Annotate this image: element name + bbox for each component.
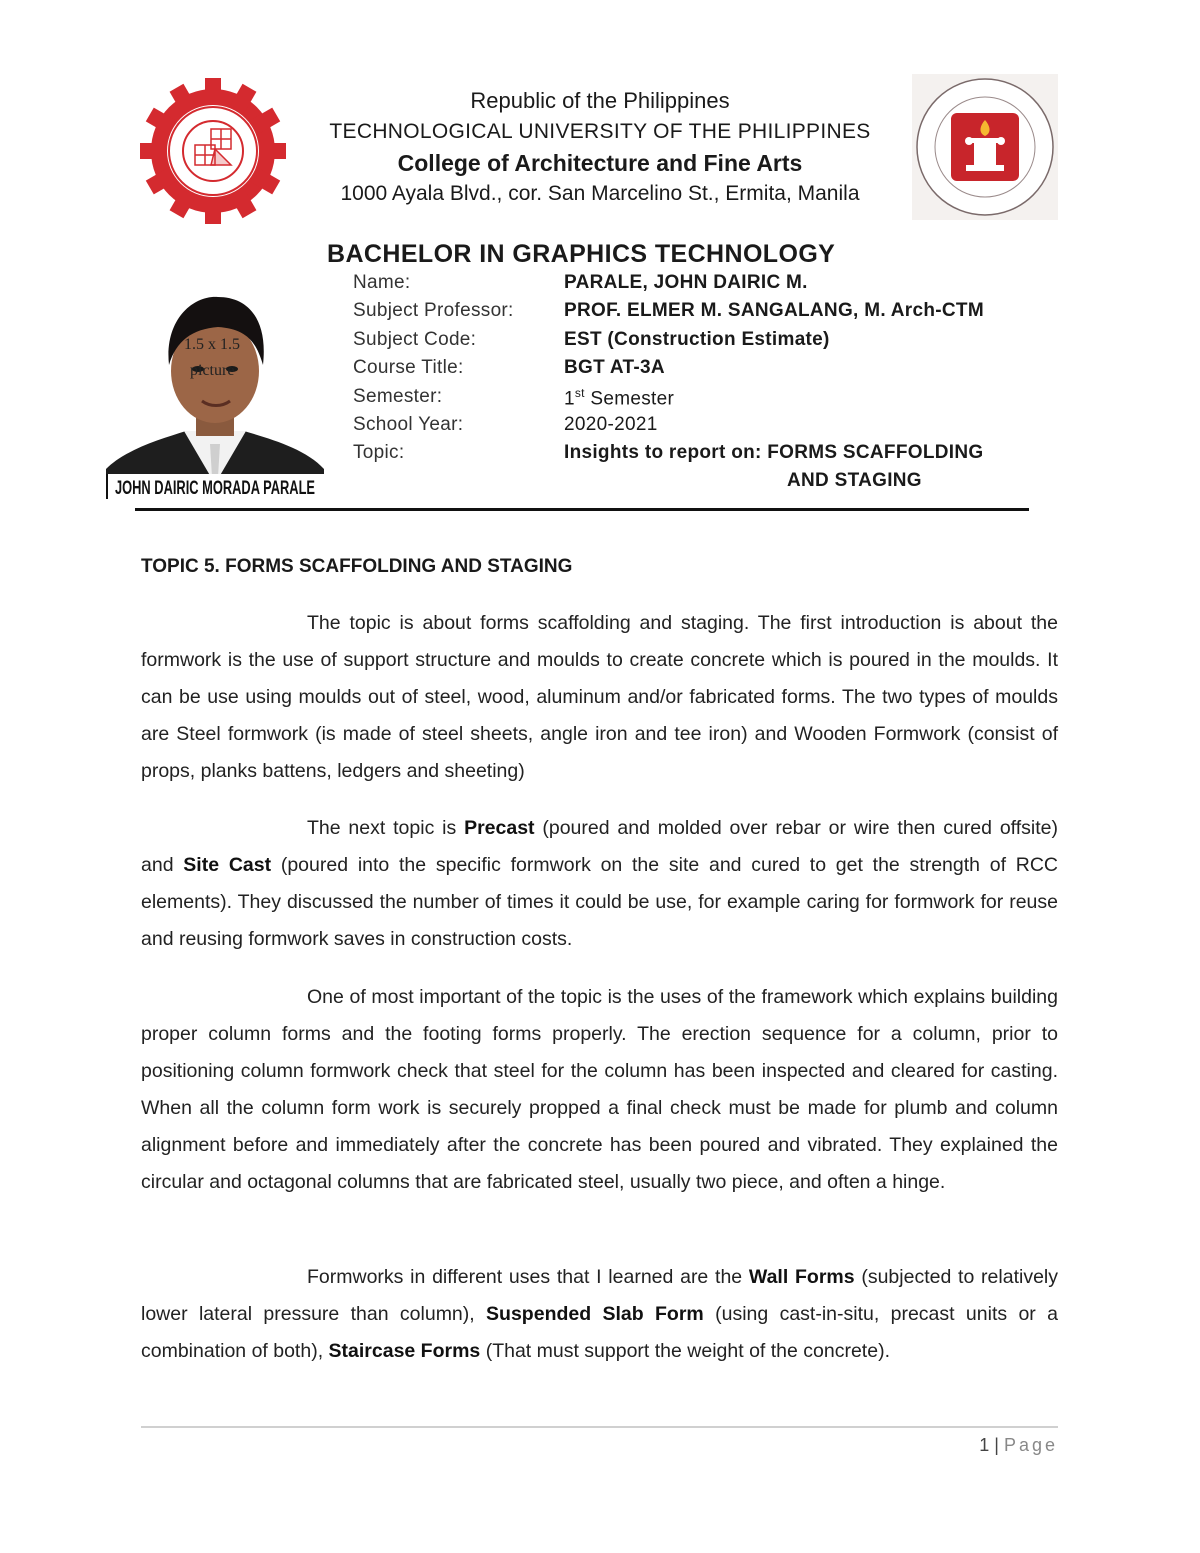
label-name: Name: xyxy=(353,272,411,293)
value-professor: PROF. ELMER M. SANGALANG, M. Arch-CTM xyxy=(564,300,984,321)
paragraph-2: The next topic is Precast (poured and molded over rebar or wire then cured offsite) and Site Cast (poured into the specific formwork on the site and cured to get the strength of RCC elements). They discussed the number of times it could be use, for example caring for formwork for reuse and reusing formwork saves in construction costs. xyxy=(141,817,1059,950)
label-course-title: Course Title: xyxy=(353,357,464,378)
value-topic-line2: AND STAGING xyxy=(787,470,922,491)
header-republic: Republic of the Philippines xyxy=(470,88,730,113)
portrait-image xyxy=(106,279,324,499)
header-university: TECHNOLOGICAL UNIVERSITY OF THE PHILIPPINES xyxy=(329,120,871,143)
value-course-title: BGT AT-3A xyxy=(564,357,665,378)
footer-divider xyxy=(141,1426,1058,1428)
program-title: BACHELOR IN GRAPHICS TECHNOLOGY xyxy=(327,240,836,268)
value-name: PARALE, JOHN DAIRIC M. xyxy=(564,272,808,293)
label-professor: Subject Professor: xyxy=(353,300,514,321)
photo-caption: JOHN DAIRIC MORADA PARALE xyxy=(115,478,315,499)
value-semester: 1st Semester xyxy=(564,386,675,410)
paragraph-1: The topic is about forms scaffolding and staging. The first introduction is about the formwork is the use of support structure and moulds to create concrete which is poured in the moulds. It can be use using moulds out of steel, wood, aluminum and/or fabricated forms. The two types of moulds are Steel formwork (is made of steel sheets, angle iron and tee iron) and Wooden Formwork (consist of props, planks battens, ledgers and sheeting) xyxy=(141,612,1058,782)
header-divider xyxy=(135,508,1029,511)
value-topic: Insights to report on: FORMS SCAFFOLDING xyxy=(564,442,984,463)
label-topic: Topic: xyxy=(353,442,405,463)
label-subject-code: Subject Code: xyxy=(353,329,477,350)
header-address: 1000 Ayala Blvd., cor. San Marcelino St., Ermita, Manila xyxy=(340,182,860,205)
label-semester: Semester: xyxy=(353,386,443,407)
value-subject-code: EST (Construction Estimate) xyxy=(564,329,830,350)
page-number: 1 | Page xyxy=(979,1435,1058,1455)
photo-size-note: 1.5 x 1.5 picture xyxy=(184,336,240,379)
label-school-year: School Year: xyxy=(353,414,464,435)
student-photo xyxy=(106,279,324,499)
paragraph-3: One of most important of the topic is the uses of the framework which explains building proper column forms and the footing forms properly. The erection sequence for a column, prior to positioning column formwork check that steel for the column has been inspected and cleared for casting. When all the column form work is securely propped a final check must be made for plumb and column alignment before and immediately after the concrete has been poured and vibrated. They explained the circular and octagonal columns that are fabricated steel, usually two piece, and often a hinge. xyxy=(141,986,1058,1193)
value-school-year: 2020-2021 xyxy=(564,414,658,435)
paragraph-4: Formworks in different uses that I learned are the Wall Forms (subjected to relatively lower lateral pressure than column), Suspended Slab Form (using cast-in-situ, precast units or a combination of both), Staircase Forms (That must support the weight of the concrete). xyxy=(141,1266,1059,1362)
topic-heading: TOPIC 5. FORMS SCAFFOLDING AND STAGING xyxy=(141,556,573,577)
header-college: College of Architecture and Fine Arts xyxy=(397,150,803,176)
